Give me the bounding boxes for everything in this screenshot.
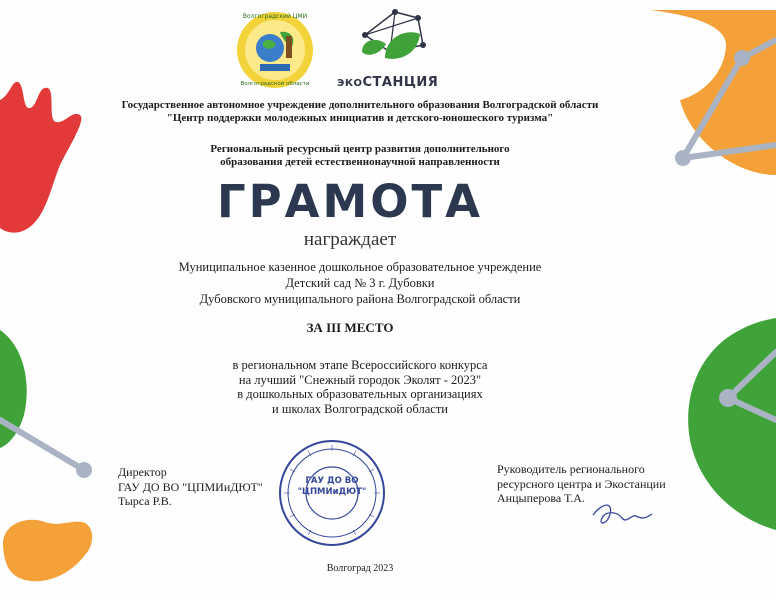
resource-head-title: ресурсного центра и Экостанции: [497, 476, 666, 491]
handwritten-signature: [588, 500, 658, 530]
stamp-text: [296, 476, 368, 498]
description-line: в региональном этапе Всероссийского конкурса: [232, 358, 488, 372]
institution-line: "Центр поддержки молодежных инициатив и детского-юношеского туризма": [166, 112, 554, 124]
recipient-block: [100, 259, 620, 307]
connector-line: [0, 420, 84, 470]
recipient-line: Детский сад № 3 г. Дубовки: [285, 276, 435, 290]
director-title: Директор: [118, 465, 167, 479]
red-flame-shape: [0, 82, 81, 233]
institution-line: Государственное автономное учреждение дополнительного образования Волгоградской области: [121, 99, 599, 111]
logo-top-text: Волгоградский ЦМИ: [242, 13, 308, 20]
resource-line: образования детей естественнонаучной направленности: [220, 156, 500, 168]
eco-station-name: [337, 75, 438, 90]
volgograd-center-logo: [230, 10, 320, 90]
city-year: Волгоград 2023: [326, 563, 394, 574]
logo-bottom-text: Волгоградской области: [240, 81, 310, 87]
stamp-line: ГАУ ДО ВО: [305, 476, 359, 486]
eco-brand-prefix: ЭКО: [337, 78, 363, 89]
orange-bean-shape: [3, 520, 92, 582]
eco-station-logo: [362, 9, 426, 59]
description-line: на лучший "Снежный городок Эколят - 2023": [238, 372, 482, 387]
institution-header: [80, 99, 640, 125]
description-line: и школах Волгоградской области: [272, 401, 448, 416]
certificate-title: ГРАМОТА: [216, 175, 484, 228]
awards-label: награждает: [303, 229, 397, 250]
resource-head-name: Анцыперова Т.А.: [497, 491, 585, 505]
director-signature-block: [118, 465, 263, 509]
recipient-line: Дубовского муниципального района Волгоградской области: [199, 292, 521, 306]
connector-dot: [76, 462, 92, 478]
connector-dot: [675, 150, 691, 166]
resource-head-signature-block: [497, 462, 666, 506]
connector-dot: [719, 389, 737, 407]
stamp-line: "ЦПМИиДЮТ": [297, 487, 367, 497]
director-name: Тырса Р.В.: [118, 494, 172, 508]
recipient-line: Муниципальное казенное дошкольное образовательное учреждение: [178, 260, 542, 274]
green-leaf-shape: [688, 318, 776, 530]
resource-head-title: Руководитель регионального: [497, 462, 645, 476]
description-line: в дошкольных образовательных организациях: [237, 387, 483, 401]
contest-description: [120, 358, 600, 416]
place-label: ЗА III МЕСТО: [306, 320, 394, 335]
director-org: ГАУ ДО ВО "ЦПМИиДЮТ": [118, 479, 263, 494]
connector-dot: [734, 50, 750, 66]
resource-center-header: [130, 143, 590, 169]
resource-line: Региональный ресурсный центр развития дополнительного: [210, 143, 510, 155]
eco-brand-suffix: СТАНЦИЯ: [362, 75, 439, 90]
